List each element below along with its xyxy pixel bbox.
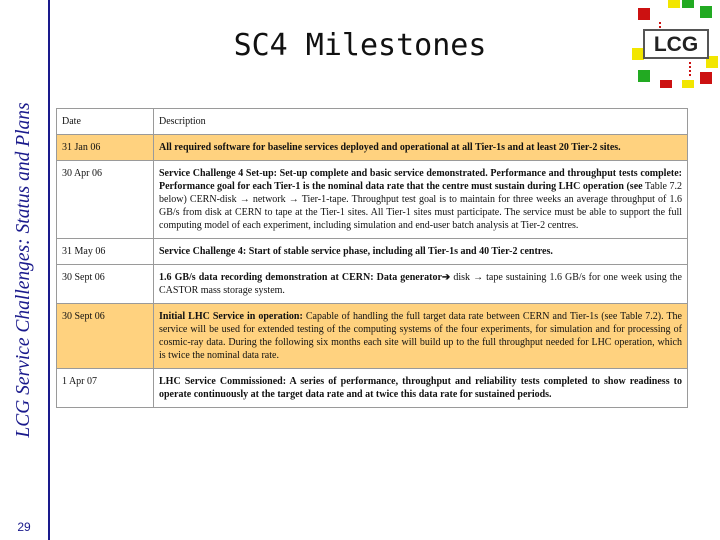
table-row	[57, 369, 688, 408]
row-description-bold: Service Challenge 4 Set-up: Set-up complete and basic service demonstrated. Performance and throughput tests complete: Performance goal for each Tier-1 is the nominal data rate that the centre must sustain during LHC operation (see	[159, 168, 682, 192]
svg-text:LCG: LCG	[653, 33, 699, 56]
row-description	[154, 265, 688, 304]
table-row	[57, 265, 688, 304]
row-date: 31 May 06	[57, 239, 154, 265]
table-row	[57, 161, 688, 239]
row-description	[154, 239, 688, 265]
table-row	[57, 304, 688, 369]
sidebar	[0, 0, 50, 540]
row-description-bold: All required software for baseline services deployed and operational at all Tier-1s and at least 20 Tier-2 sites.	[159, 142, 621, 153]
page-number: 29	[17, 520, 31, 534]
row-description-bold: 1.6 GB/s data recording demonstration at CERN: Data generator➔	[159, 272, 451, 283]
milestones-table	[56, 108, 688, 408]
row-date: 30 Sept 06	[57, 265, 154, 304]
row-description	[154, 161, 688, 239]
row-description-bold: Initial LHC Service in operation:	[159, 311, 303, 322]
row-description-text: Capable of handling the full target data rate between CERN and Tier-1s (see Table 7.2). The service will be used for extended testing of the computing systems of the four experiments, for simulation and for processing of cosmic-ray data. During the following six months each site will build up to the full throughput needed for LHC operation, which is twice the nominal data rate.	[159, 311, 682, 361]
slide-title: SC4 Milestones	[233, 28, 487, 63]
table-row	[57, 135, 688, 161]
row-description	[154, 304, 688, 369]
header-date: Date	[57, 109, 154, 135]
table-row	[57, 239, 688, 265]
row-description-bold: LHC Service Commissioned: A series of performance, throughput and reliability tests completed to show readiness to operate continuously at the target data rate and at twice this data rate for sustained periods.	[159, 376, 682, 400]
row-description-bold: Service Challenge 4: Start of stable service phase, including all Tier-1s and 40 Tier-2 centres.	[159, 246, 553, 257]
sidebar-title: LCG Service Challenges: Status and Plans	[13, 102, 34, 438]
header-description: Description	[154, 109, 688, 135]
row-date: 30 Sept 06	[57, 304, 154, 369]
row-date: 30 Apr 06	[57, 161, 154, 239]
table-header-row	[57, 109, 688, 135]
lcg-logo	[630, 0, 720, 90]
row-date: 1 Apr 07	[57, 369, 154, 408]
row-description	[154, 369, 688, 408]
row-description	[154, 135, 688, 161]
row-description-text: disk → tape sustaining 1.6 GB/s for one week using the CASTOR mass storage system.	[159, 272, 682, 296]
row-date: 31 Jan 06	[57, 135, 154, 161]
row-description-text: Table 7.2 below) CERN-disk → network → Tier-1-tape. Throughput test goal is to maintain for three weeks an average throughput of 1.6 GB/s from disk at CERN to tape at the Tier-1 sites. All Tier-1 sites must participate. The service must be able to support the full computing model of each experiment, including simulation and end-user batch analysis at Tier-2 centres.	[159, 181, 682, 231]
